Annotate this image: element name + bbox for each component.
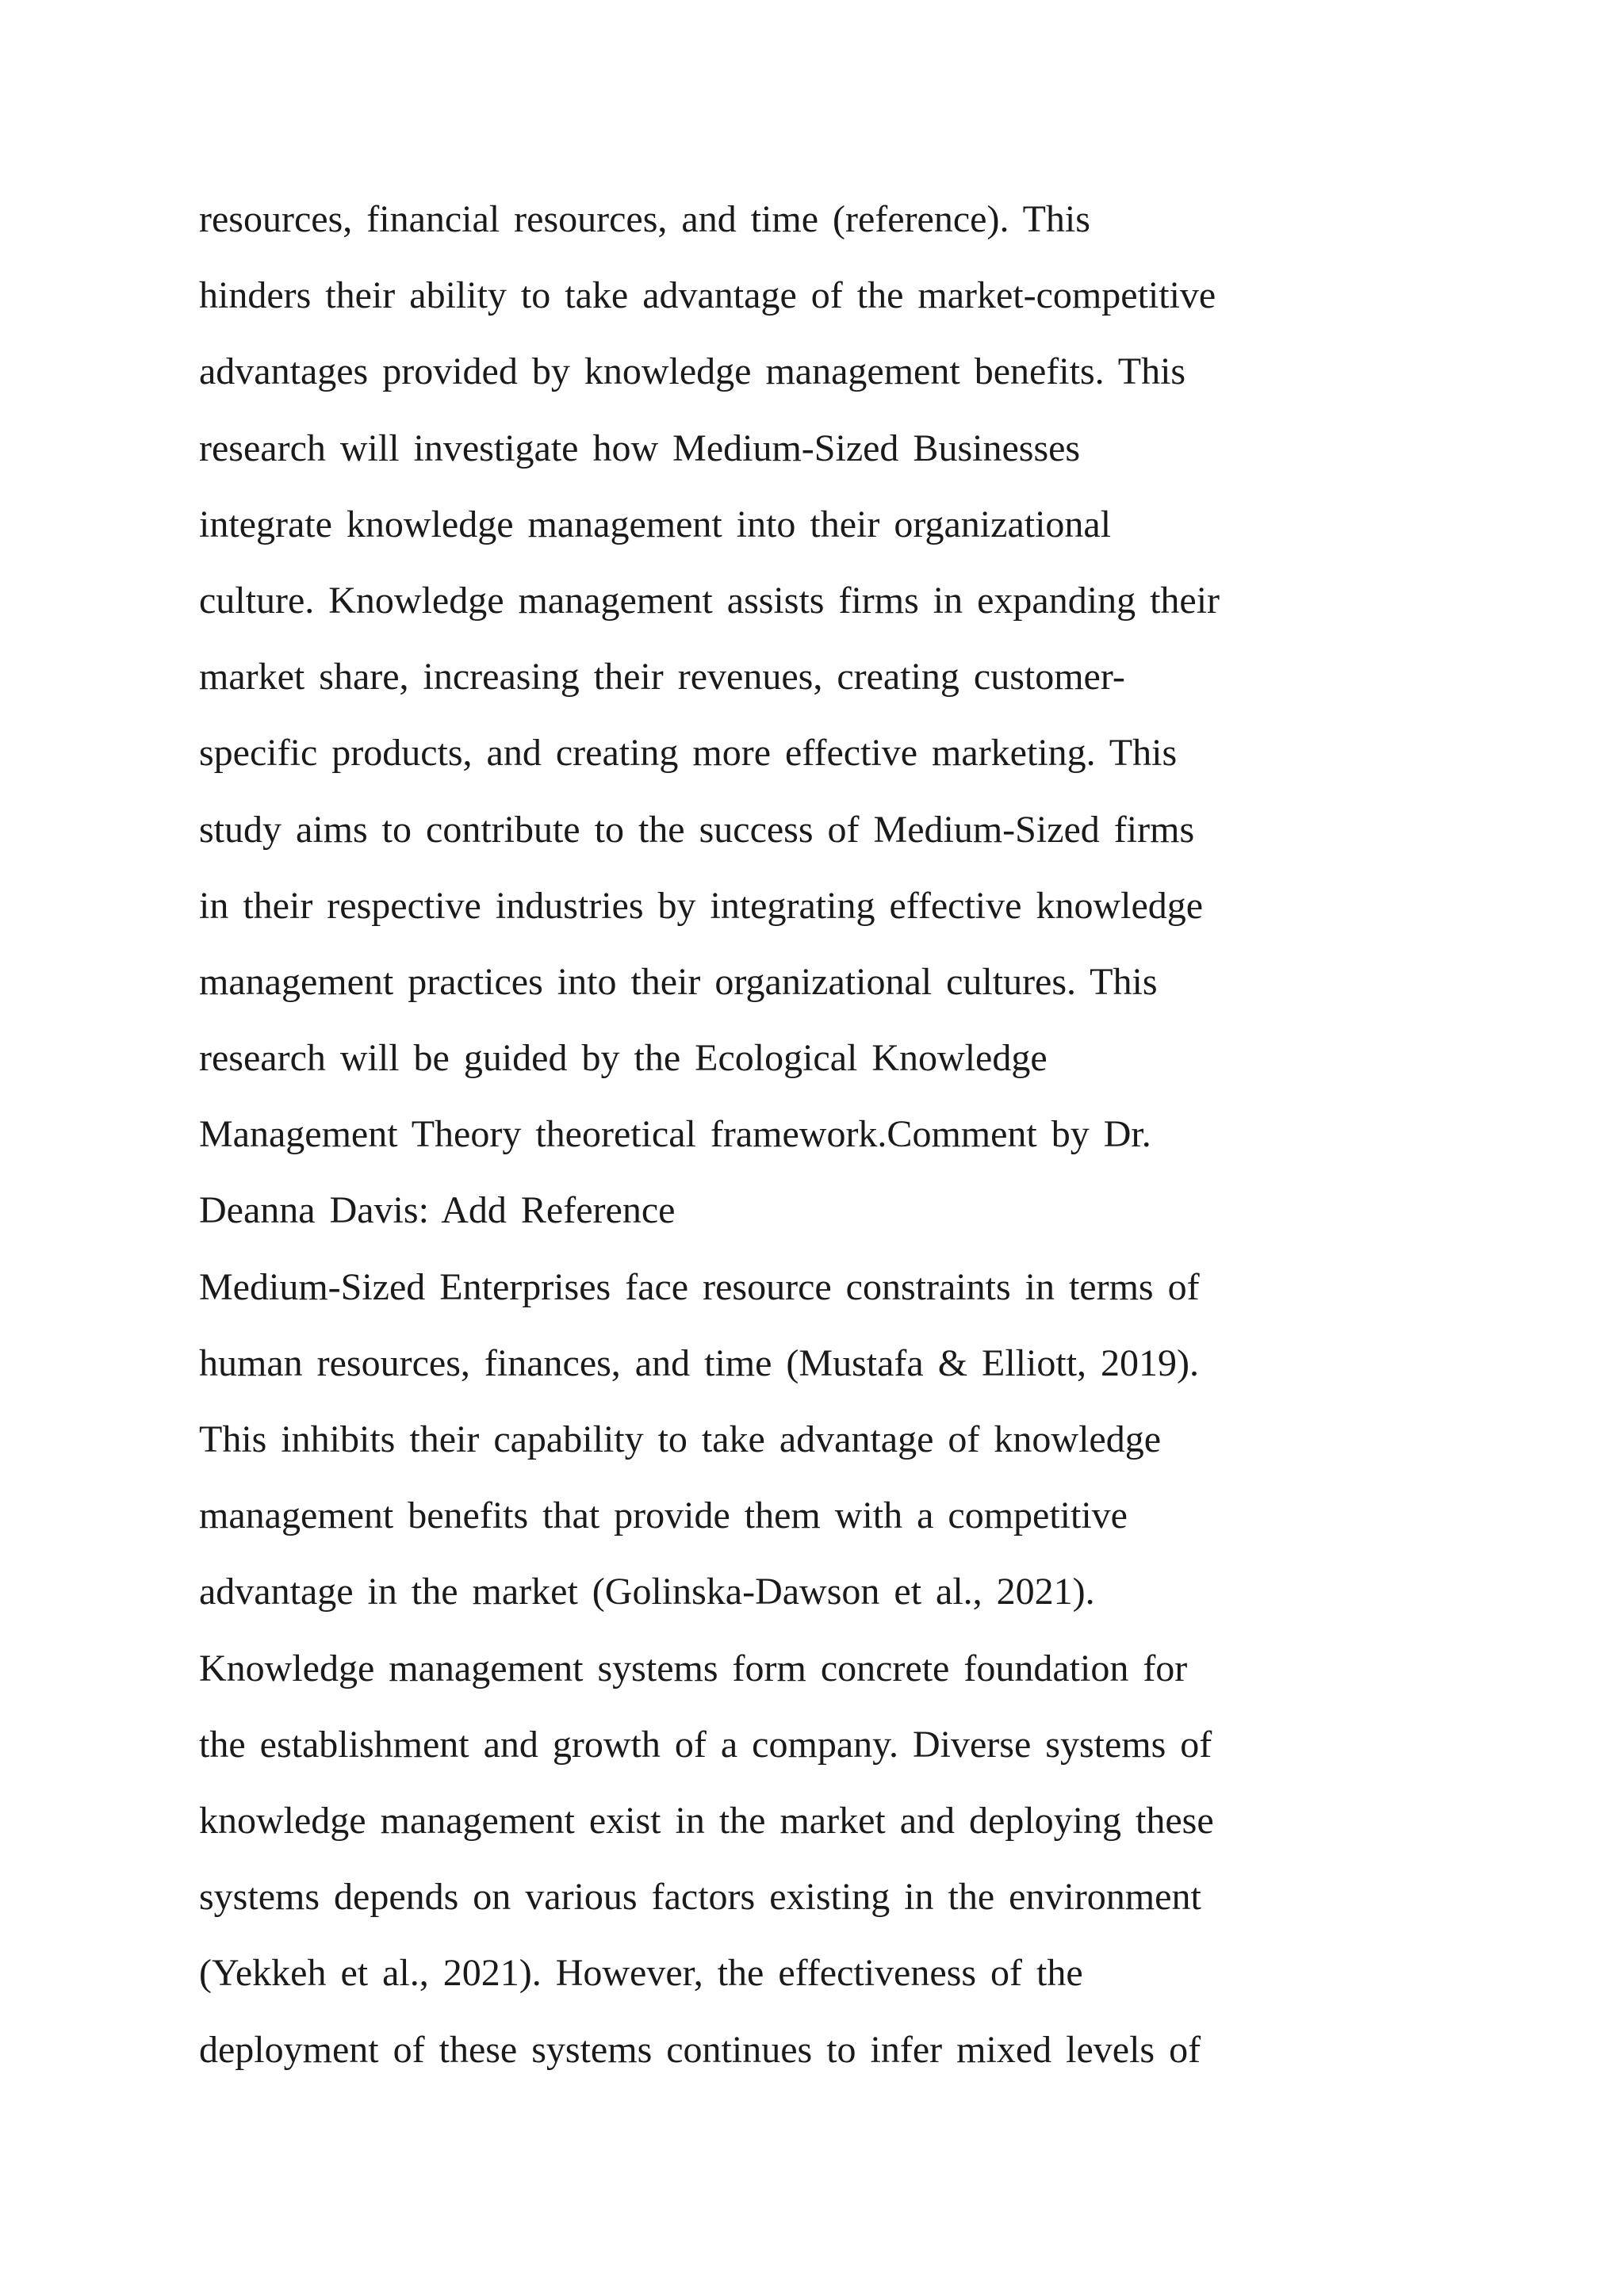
- text-line: management benefits that provide them with a competitive: [199, 1494, 1128, 1537]
- text-line: the establishment and growth of a company. Diverse systems of: [199, 1723, 1212, 1766]
- text-line: in their respective industries by integrating effective knowledge: [199, 884, 1204, 927]
- text-line: deployment of these systems continues to infer mixed levels of: [199, 2028, 1201, 2071]
- text-line: specific products, and creating more effective marketing. This: [199, 732, 1178, 775]
- text-line: advantages provided by knowledge management benefits. This: [199, 350, 1186, 393]
- text-line: research will be guided by the Ecological Knowledge: [199, 1037, 1048, 1080]
- text-line: integrate knowledge management into their organizational: [199, 503, 1112, 545]
- text-line: hinders their ability to take advantage of the market-competitive: [199, 274, 1216, 317]
- text-line: culture. Knowledge management assists firms in expanding their: [199, 579, 1220, 622]
- text-line: human resources, finances, and time (Mustafa & Elliott, 2019).: [199, 1341, 1200, 1384]
- text-line: study aims to contribute to the success of Medium-Sized firms: [199, 808, 1195, 851]
- text-line: (Yekkeh et al., 2021). However, the effectiveness of the: [199, 1952, 1083, 1995]
- comment-line: Deanna Davis: Add Reference: [199, 1189, 676, 1232]
- text-line: Knowledge management systems form concrete foundation for: [199, 1647, 1188, 1689]
- text-line: knowledge management exist in the market and deploying these: [199, 1799, 1214, 1842]
- text-line: market share, increasing their revenues, creating customer-: [199, 656, 1125, 698]
- text-line: research will investigate how Medium-Sized Businesses: [199, 427, 1081, 469]
- text-line: resources, financial resources, and time (reference). This: [199, 198, 1090, 240]
- text-line: systems depends on various factors existing in the environment: [199, 1876, 1201, 1919]
- text-line: Management Theory theoretical framework.Comment by Dr.: [199, 1113, 1151, 1156]
- body-text: [199, 194, 1468, 2101]
- text-line: Medium-Sized Enterprises face resource constraints in terms of: [199, 1265, 1200, 1308]
- text-line: This inhibits their capability to take advantage of knowledge: [199, 1418, 1162, 1460]
- text-line: management practices into their organizational cultures. This: [199, 960, 1158, 1003]
- text-line: advantage in the market (Golinska-Dawson et al., 2021).: [199, 1571, 1095, 1613]
